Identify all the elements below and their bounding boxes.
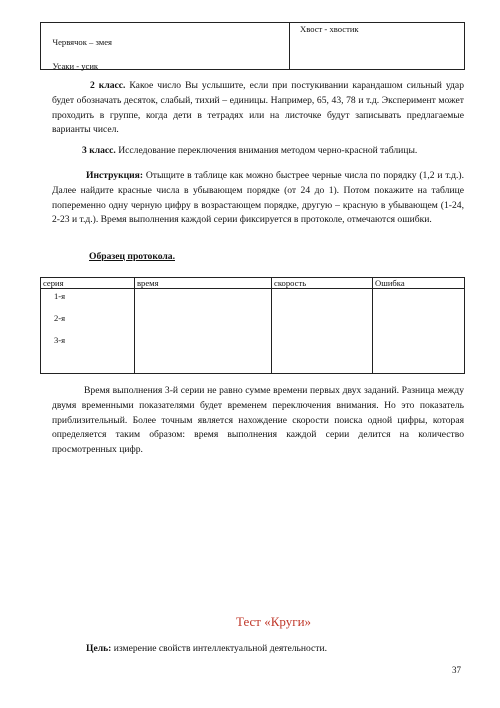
protocol-speed-cell <box>272 289 373 374</box>
grade2-label: 2 класс. <box>90 80 126 91</box>
protocol-header-time: время <box>135 278 272 289</box>
protocol-error-cell <box>373 289 465 374</box>
instruction-paragraph <box>52 169 464 228</box>
protocol-row-label: 3-я <box>54 335 66 345</box>
protocol-row-label: 1-я <box>54 291 66 301</box>
protocol-title: Образец протокола. <box>89 251 175 262</box>
grade2-text: Какое число Вы услышите, если при постукивании карандашом сильный удар будет обозначать десяток, слабый, тихий – единицы. Например, 65, 43, 78 и т.д. Эксперимент может проходить в группе, когда дети в тетрадях или на листочке будут записывать предлагаемые варианты чисел. <box>52 80 464 136</box>
grade3-paragraph <box>52 144 464 159</box>
goal-text: измерение свойств интеллектуальной деятельности. <box>111 643 328 654</box>
protocol-row-label: 2-я <box>54 313 66 323</box>
goal-label: Цель: <box>86 643 112 654</box>
goal-line <box>86 643 327 654</box>
instruction-label: Инструкция: <box>86 170 144 181</box>
protocol-series-cell <box>41 289 135 374</box>
protocol-header-speed: скорость <box>272 278 373 289</box>
time-paragraph: Время выполнения 3-й серии не равно сумме времени первых двух заданий. Разница между двумя временными показателями будет временем переключения внимания. Но это показатель приблизительный. Более точным является нахождение скорости поиска одной цифры, которая определяется таким образом: время выполнения каждой серии делится на количество просмотренных цифр. <box>52 385 464 456</box>
grade2-paragraph <box>52 79 464 138</box>
grade3-label: 3 класс. <box>82 145 116 156</box>
top-table <box>40 22 465 70</box>
top-table-left-line1: Червячок – змея <box>52 36 112 47</box>
top-table-left-line2: Усаки - усик <box>52 60 99 71</box>
grade3-text: Исследование переключения внимания методом черно-красной таблицы. <box>115 145 418 156</box>
top-table-left-cell <box>41 23 290 70</box>
protocol-header-error: Ошибка <box>373 278 465 289</box>
top-table-right-cell <box>290 23 465 70</box>
protocol-time-cell <box>135 289 272 374</box>
test-heading: Тест «Круги» <box>236 614 312 629</box>
protocol-header-series: серия <box>41 278 135 289</box>
top-table-right-line1: Хвост - хвостик <box>300 24 359 34</box>
page-number: 37 <box>452 665 461 675</box>
instruction-text: Отыщите в таблице как можно быстрее черные числа по порядку (1,2 и т.д.). Далее найдите красные числа в убывающем порядке (от 24 до 1). Потом покажите на таблице попеременно одну черную цифру в возрастающем порядке, другую – красную в убывающем (1-24, 2-23 и т.д.). Время выполнения каждой серии фиксируется в протоколе, отмечаются ошибки. <box>52 170 464 226</box>
protocol-table <box>40 277 465 374</box>
